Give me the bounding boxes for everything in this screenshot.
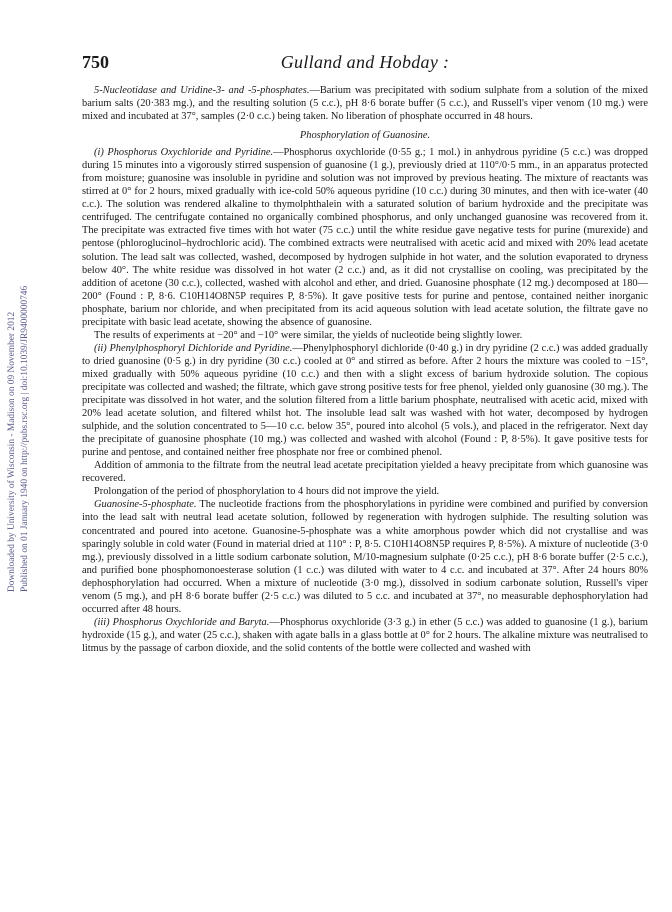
section-heading: Phosphorylation of Guanosine. <box>299 130 431 142</box>
publication-notice: Published on 01 January 1940 on http://pubs.rsc.org | doi:10.1039/JR9400000746 <box>20 285 30 592</box>
paragraph-lead: (iii) Phosphorus Oxychloride and Baryta. <box>94 616 270 628</box>
paragraph-nucleotidase <box>82 84 648 123</box>
paragraph-text: —Phenylphosphoryl dichloride (0·40 g.) in dry pyridine (2 c.c.) was added gradually to dried guanosine (0·5 g.) in dry pyridine (30 c.c.) cooled at 0° and stirred as before. After 2 hours the mixture was cooled to −15°, mixed gradually with 50% aqueous pyridine (10 c.c.) and then with a slight excess of barium hydroxide solution. The copious precipitate was collected and washed; the filtrate, which gave strong positive tests for free phenol, yielded only guanosine (30 mg.). The precipitate was dissolved in hot water, and the solution filtered from a little barium phosphate, neutralised with acetic acid, mixed with 20% lead acetate solution, and filtered whilst hot. The insoluble lead salt was washed with hot water, decomposed by hydrogen sulphide, and the solution concentrated to 5—10 c.c. below 35°, poured into alcohol (5 vols.), and placed in the refrigerator. Next day the precipitate of guanosine phosphate (10 mg.) was collected and washed with alcohol (Found : P, 8·5%). It gave positive tests for purine and pentose, and contained neither free phosphate nor free or combined phenol. <box>82 342 649 459</box>
paragraph-lead: Guanosine-5-phosphate. <box>94 499 197 511</box>
paragraph-lead: (ii) Phenylphosphoryl Dichloride and Pyridine. <box>94 342 293 354</box>
paragraph-lead: 5-Nucleotidase and Uridine-3- and -5-phosphates. <box>94 85 310 96</box>
paragraph-text: —Barium was precipitated with sodium sulphate from a solution of the mixed barium salts (20·383 mg.), and the resulting solution (5 c.c.), pH 8·6 borate buffer (5 c.c.), and Russell's viper venom (10 mg.) were mixed and incubated at 37°, samples (2·0 c.c.) being taken. No liberation of phosphate occurred in 48 hours. <box>82 85 648 123</box>
paragraph-method-i <box>82 146 648 329</box>
paragraph-method-iii <box>82 616 648 655</box>
paragraph-results <box>82 329 648 342</box>
article-body <box>82 84 648 655</box>
paragraph-text: The results of experiments at −20° and −10° were similar, the yields of nucleotide being slightly lower. <box>94 329 523 341</box>
paragraph-text: —Phosphorus oxychloride (0·55 g.; 1 mol.) in anhydrous pyridine (5 c.c.) was dropped during 15 minutes into a vigorously stirred suspension of guanosine (1 g.), previously dried at 110°/0·5 mm., in an apparatus protected from moisture; guanosine was insoluble in pyridine and solution was not improved by previous heating. The mixture of reactants was stirred at 0° for 2 hours, mixed gradually with ice-cold 50% aqueous pyridine (10 c.c.) during 30 minutes, and then with ice-water (40 c.c.). The solution was rendered alkaline to thymolphthalein with a saturated solution of barium hydroxide and the precipitate was centrifuged. The centrifugate contained no organically combined phosphorus, and only unchanged guanosine was recovered from it. The precipitate was extracted five times with hot water (75 c.c.) until the white residue gave negative tests for purine (murexide) and pentose (phloroglucinol–hydrochloric acid). The combined extracts were neutralised with acetic acid and mixed with 20% lead acetate solution. The lead salt was collected, washed, decomposed by hydrogen sulphide in hot water, and the solution evaporated to dryness below 40°. The white residue was dissolved in hot water (2 c.c.) and, as it did not crystallise on cooling, was precipitated by the addition of acetone (30 c.c.), collected, washed with alcohol and ether, and dried. Guanosine phosphate (12 mg.) decomposed at 180—200° (Found : P, 8·6. C10H14O8N5P requires P, 8·5%). It gave positive tests for purine and pentose, contained neither inorganic phosphate, barium nor chloride, and when precipitated from its acid aqueous solution with lead acetate solution, the filtrate gave no precipitate with basic lead acetate, showing the absence of guanosine. <box>82 147 648 328</box>
paragraph-prolongation <box>82 485 648 498</box>
paragraph-text: Addition of ammonia to the filtrate from the neutral lead acetate precipitation yielded a heavy precipitate from which guanosine was recovered. <box>82 460 648 485</box>
paragraph-text: Prolongation of the period of phosphorylation to 4 hours did not improve the yield. <box>94 486 440 498</box>
paragraph-guanosine-phosphate <box>82 498 648 615</box>
download-notice: Downloaded by University of Wisconsin - Madison on 09 November 2012 <box>7 311 17 592</box>
paragraph-ammonia <box>82 459 648 485</box>
page-number: 750 <box>82 52 109 72</box>
download-watermark <box>0 162 34 592</box>
paragraph-lead: (i) Phosphorus Oxychloride and Pyridine. <box>94 147 274 159</box>
running-head: Gulland and Hobday : <box>280 52 450 72</box>
page-header <box>82 52 648 80</box>
paragraph-text: —Phosphorus oxychloride (3·3 g.) in ether (5 c.c.) was added to guanosine (1 g.), barium hydroxide (15 g.), and water (25 c.c.), shaken with agate balls in a glass bottle at 0° for 2 hours. The alkaline mixture was neutralised to litmus by the passage of carbon dioxide, and the solid contents of the bottle were collected and washed with <box>82 616 648 654</box>
paragraph-text: The nucleotide fractions from the phosphorylations in pyridine were combined and purified by conversion into the lead salt with neutral lead acetate solution, followed by regeneration with hydrogen sulphide. The resulting solution was concentrated and poured into acetone. Guanosine-5-phosphate was a white amorphous powder which did not crystallise and was sparingly soluble in cold water (Found in material dried at 110° : P, 8·5. C10H14O8N5P requires P, 8·5%). A mixture of nucleotide (3·0 mg.), previously dissolved in a little sodium carbonate solution, M/10-magnesium sulphate (0·25 c.c.), pH 8·6 borate buffer (2·5 c.c.), and purified bone phosphomonoesterase solution (1 c.c.) was diluted with water to 4 c.c. and incubated at 37°. After 24 hours 80% dephosphorylation had occurred. When a mixture of nucleotide (3·0 mg.), dissolved in sodium carbonate solution, Russell's viper venom (5 mg.), and pH 8·6 borate buffer (2·5 c.c.) was diluted to 5 c.c. and incubated at 37°, no measurable dephosphorylation had occurred after 48 hours. <box>82 499 648 615</box>
paragraph-method-ii <box>82 342 648 459</box>
journal-page <box>82 52 648 655</box>
